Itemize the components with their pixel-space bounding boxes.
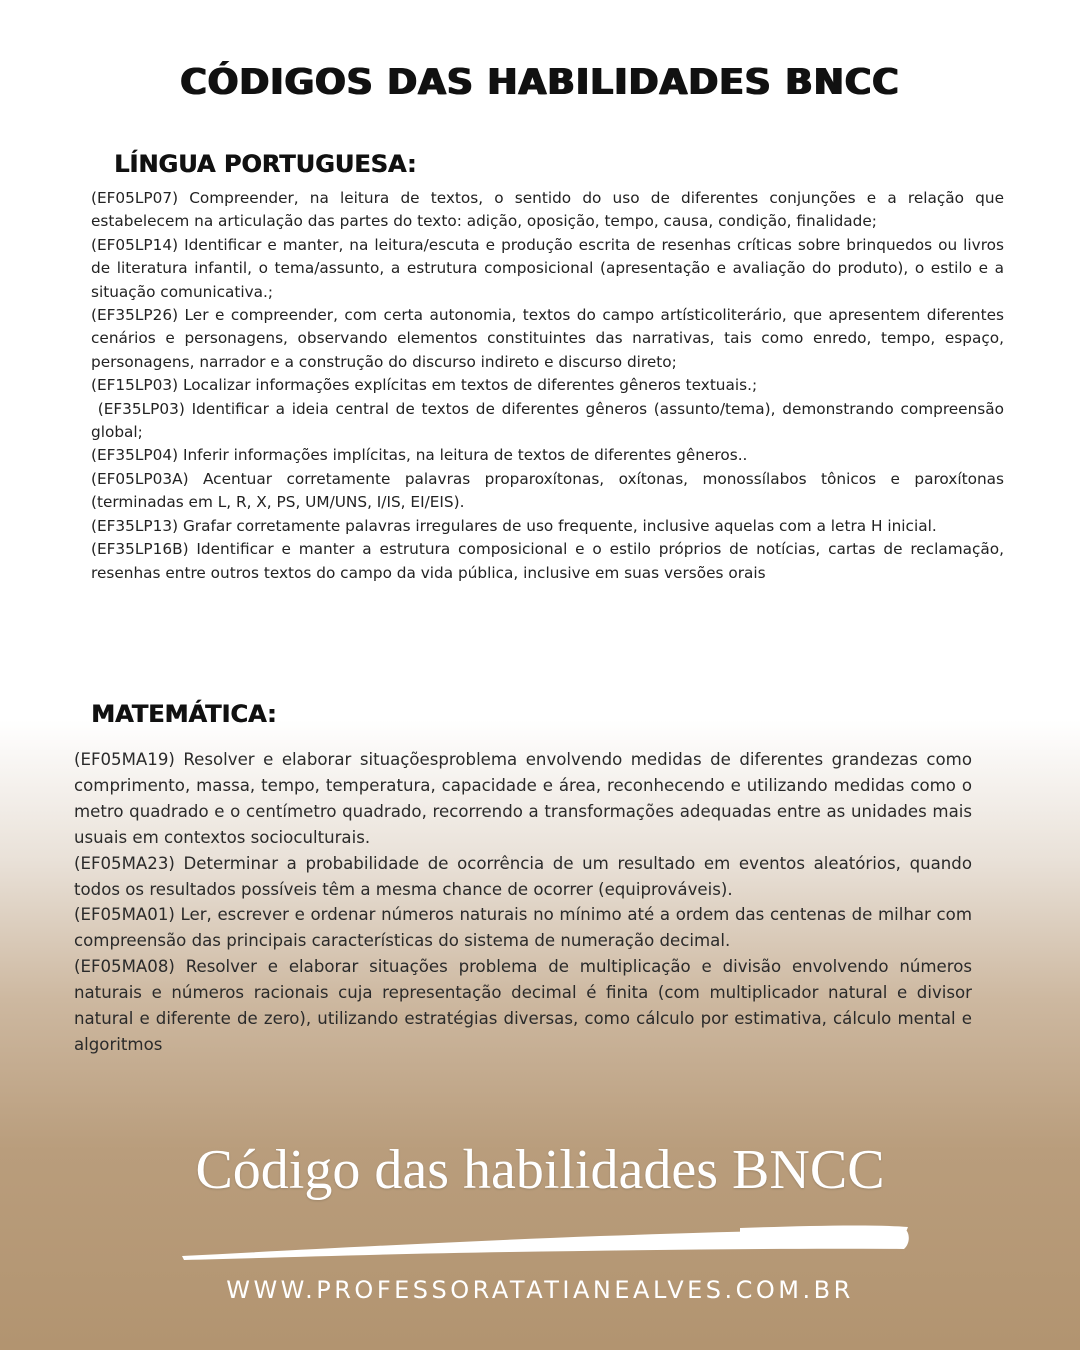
skill-item: (EF35LP26) Ler e compreender, com certa autonomia, textos do campo artísticoliterário, que apresentem diferentes cenários e personagens, observando elementos constituintes das narrativas, tais como enredo, tempo, espaço, personagens, narrador e a construção do discurso indireto e discurso direto; bbox=[91, 306, 1004, 371]
brush-stroke-divider bbox=[180, 1222, 912, 1266]
skill-item: (EF05LP03A) Acentuar corretamente palavras proparoxítonas, oxítonas, monossílabos tônicos e paroxítonas (terminadas em L, R, X, PS, UM/UNS, I/IS, EI/EIS). bbox=[91, 469, 1004, 512]
skill-item: (EF05LP14) Identificar e manter, na leitura/escuta e produção escrita de resenhas críticas sobre brinquedos ou livros de literatura infantil, o tema/assunto, a estrutura composicional (apresentação e avaliação do produto), o estilo e a situação comunicativa.; bbox=[91, 235, 1004, 301]
skill-item: (EF05MA08) Resolver e elaborar situações problema de multiplicação e divisão envolvendo números naturais e números racionais cuja representação decimal é finita (com multiplicador natural e divisor natural e diferente de zero), utilizando estratégias diversas, como cálculo por estimativa, cálculo mental e algoritmos bbox=[74, 957, 972, 1054]
skill-item: (EF35LP03) Identificar a ideia central de textos de diferentes gêneros (assunto/tema), demonstrando compreensão global; bbox=[91, 399, 1009, 442]
lingua-portuguesa-list bbox=[91, 187, 1009, 585]
matematica-heading: MATEMÁTICA: bbox=[91, 700, 277, 728]
skill-item: (EF05MA01) Ler, escrever e ordenar números naturais no mínimo até a ordem das centenas de milhar com compreensão das principais características do sistema de numeração decimal. bbox=[74, 905, 972, 951]
matematica-list bbox=[74, 747, 972, 1058]
page-title: CÓDIGOS DAS HABILIDADES BNCC bbox=[180, 62, 900, 103]
skill-item: (EF35LP16B) Identificar e manter a estrutura composicional e o estilo próprios de notícias, cartas de reclamação, resenhas entre outros textos do campo da vida pública, inclusive em suas versões orais bbox=[91, 540, 1004, 582]
skill-item: (EF15LP03) Localizar informações explícitas em textos de diferentes gêneros textuais.; bbox=[91, 376, 758, 395]
skill-item: (EF35LP04) Inferir informações implícitas, na leitura de textos de diferentes gêneros.. bbox=[91, 446, 748, 465]
skill-item: (EF05MA23) Determinar a probabilidade de ocorrência de um resultado em eventos aleatórios, quando todos os resultados possíveis têm a mesma chance de ocorrer (equiprováveis). bbox=[74, 853, 972, 899]
skill-item: (EF05LP07) Compreender, na leitura de textos, o sentido do uso de diferentes conjunções e a relação que estabelecem na articulação das partes do texto: adição, oposição, tempo, causa, condição, finalidade; bbox=[91, 189, 1004, 231]
lingua-portuguesa-heading: LÍNGUA PORTUGUESA: bbox=[114, 150, 417, 178]
skill-item: (EF05MA19) Resolver e elaborar situaçõesproblema envolvendo medidas de diferentes grandezas como comprimento, massa, tempo, temperatura, capacidade e área, reconhecendo e utilizando medidas como o metro quadrado e o centímetro quadrado, recorrendo a transformações adequadas entre as unidades mais usuais em contextos socioculturais. bbox=[74, 750, 972, 847]
footer-title: Código das habilidades BNCC bbox=[195, 1139, 885, 1201]
website-url[interactable]: WWW.PROFESSORATATIANEALVES.COM.BR bbox=[226, 1276, 854, 1304]
skill-item: (EF35LP13) Grafar corretamente palavras irregulares de uso frequente, inclusive aquelas com a letra H inicial. bbox=[91, 516, 937, 535]
